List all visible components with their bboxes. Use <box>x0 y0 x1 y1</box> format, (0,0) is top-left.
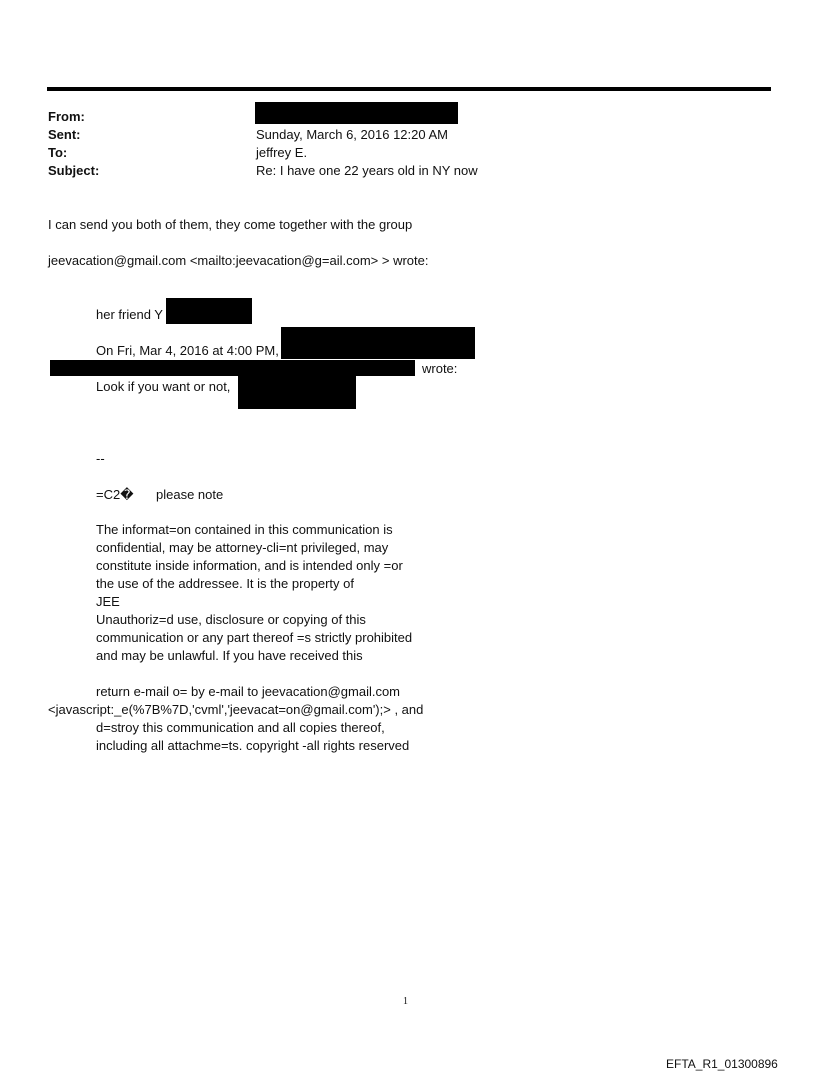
sent-label: Sent: <box>48 127 81 142</box>
disclaimer-block <box>96 521 412 665</box>
body-line-2: jeevacation@gmail.com <mailto:jeevacation@g=ail.com> > wrote: <box>48 253 429 268</box>
to-label: To: <box>48 145 68 160</box>
disclaimer-line: Unauthoriz=d use, disclosure or copying of this <box>96 612 366 627</box>
subject-label: Subject: <box>48 163 100 178</box>
quote-wrote: wrote: <box>422 361 458 376</box>
signature-dashes: -- <box>96 451 105 466</box>
disclaimer-line: communication or any part thereof =s strictly prohibited <box>96 630 413 645</box>
disclaimer-line: JEE <box>96 594 120 609</box>
disclaimer-line: confidential, may be attorney-cli=nt privileged, may <box>96 540 389 555</box>
page-number: 1 <box>403 996 408 1007</box>
note-text: please note <box>156 487 224 502</box>
quote-on-line: On Fri, Mar 4, 2016 at 4:00 PM, <box>96 343 279 358</box>
body-line-1: I can send you both of them, they come together with the group <box>48 217 413 232</box>
look-line-redaction <box>238 376 356 409</box>
return-line: return e-mail o= by e-mail to jeevacation@gmail.com <box>96 684 401 699</box>
destroy-line-1: d=stroy this communication and all copies thereof, <box>96 720 385 735</box>
from-label: From: <box>48 109 85 124</box>
destroy-line-2: including all attachme=ts. copyright -all rights reserved <box>96 738 410 753</box>
sent-value: Sunday, March 6, 2016 12:20 AM <box>256 127 448 142</box>
friend-name-redaction <box>166 298 252 324</box>
subject-value: Re: I have one 22 years old in NY now <box>256 163 478 178</box>
header-rule <box>47 87 771 91</box>
email-redaction <box>50 360 415 376</box>
quote-friend: her friend Y <box>96 307 163 322</box>
sender-redaction <box>281 327 475 359</box>
quote-look-line: Look if you want or not, <box>96 379 231 394</box>
from-redaction <box>255 102 458 124</box>
note-prefix: =C2� <box>96 487 134 502</box>
disclaimer-line: The informat=on contained in this communication is <box>96 522 393 537</box>
disclaimer-line: the use of the addressee. It is the property of <box>96 576 354 591</box>
javascript-line: <javascript:_e(%7B%7D,'cvml','jeevacat=on@gmail.com');> , and <box>48 702 424 717</box>
bates-number: EFTA_R1_01300896 <box>666 1057 778 1071</box>
disclaimer-line: constitute inside information, and is intended only =or <box>96 558 403 573</box>
to-value: jeffrey E. <box>256 145 308 160</box>
disclaimer-line: and may be unlawful. If you have received this <box>96 648 363 663</box>
